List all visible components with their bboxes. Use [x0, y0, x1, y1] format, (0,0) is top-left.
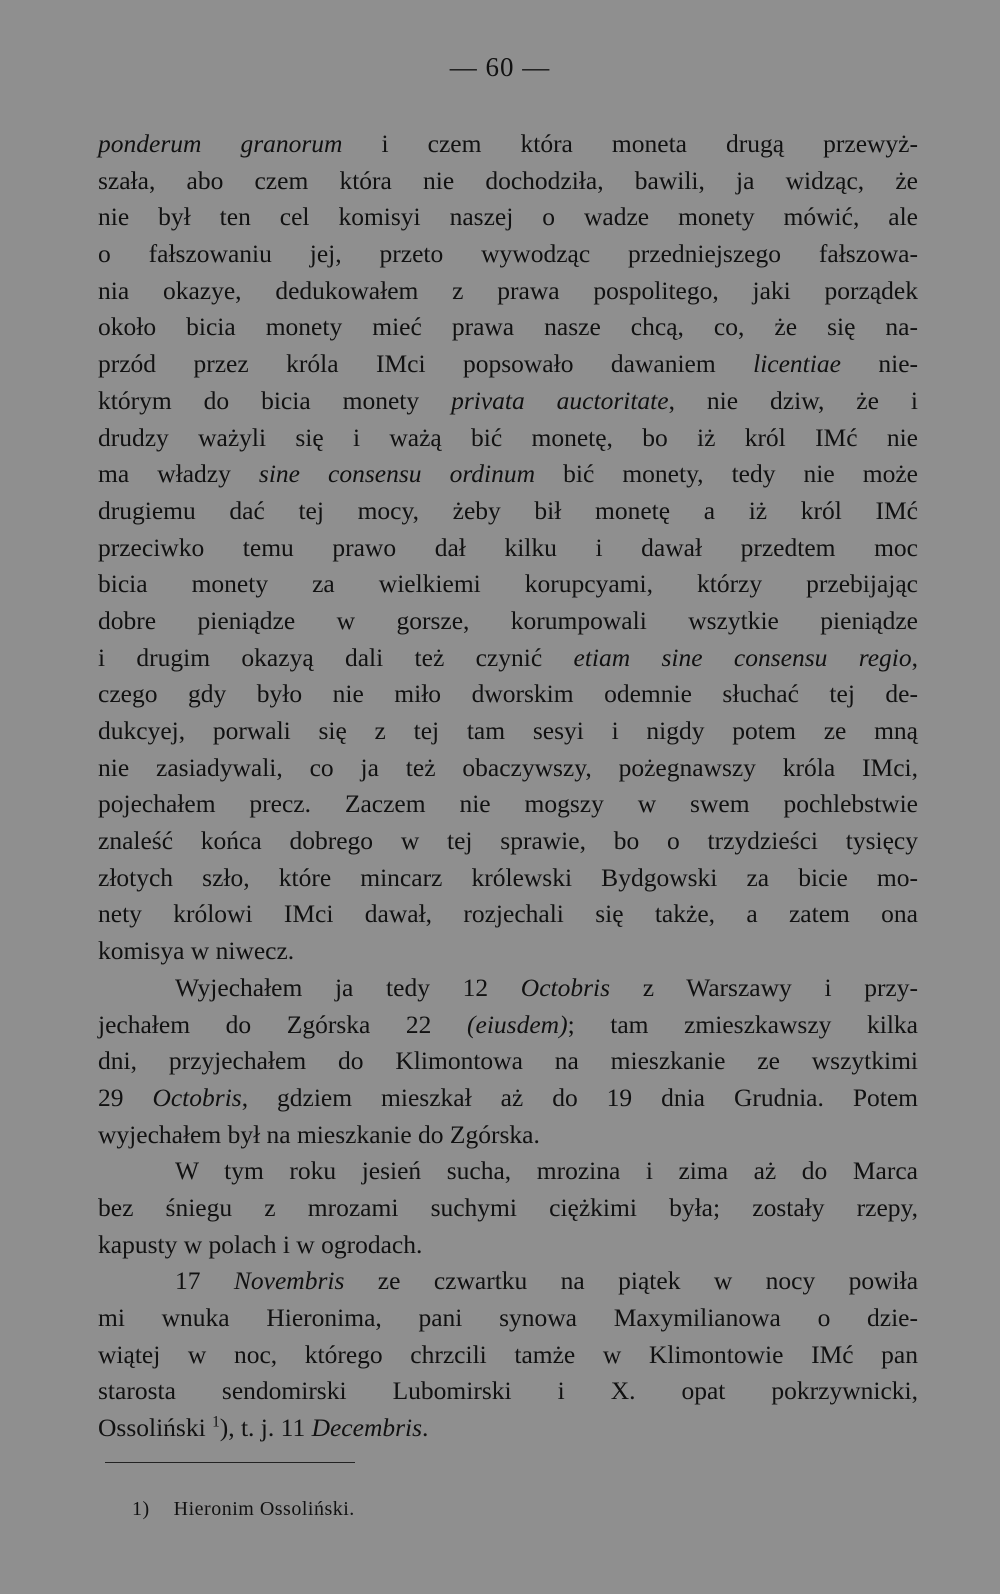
text-segment: starosta sendomirski Lubomirski i X. opat pokrzywnicki, — [98, 1376, 918, 1406]
text-line — [98, 1263, 918, 1300]
text-line — [98, 896, 918, 933]
text-line — [98, 970, 918, 1007]
text-segment: nety królowi IMci dawał, rozjechali się także, a zatem ona — [98, 899, 918, 929]
text-segment: i drugim okazyą dali też czynić — [98, 642, 574, 672]
text-segment: ma władzy — [98, 459, 259, 489]
footnote-rule — [105, 1462, 355, 1463]
text-segment: wyjechałem był na mieszkanie do Zgórska. — [98, 1119, 540, 1149]
text-segment: dobre pieniądze w gorsze, korumpowali wszytkie pieniądze — [98, 605, 918, 635]
text-segment: drugiemu dać tej mocy, żeby bił monetę a iż król IMć — [98, 495, 918, 525]
text-line — [98, 1227, 918, 1264]
text-line — [98, 493, 918, 530]
text-segment: komisya w niwecz. — [98, 936, 295, 966]
latin-phrase: sine consensu ordinum — [258, 459, 536, 489]
text-segment: dni, przyjechałem do Klimontowa na mieszkanie ze wszytkimi — [98, 1046, 918, 1076]
body-text — [98, 126, 918, 1447]
footnote-text: Hieronim Ossoliński. — [173, 1498, 355, 1520]
text-segment: jechałem do Zgórska 22 — [98, 1009, 468, 1039]
text-line — [98, 273, 918, 310]
text-segment: ; tam zmieszkawszy kilka — [567, 1009, 918, 1039]
text-line — [98, 1153, 918, 1190]
text-line — [98, 530, 918, 567]
text-line — [98, 309, 918, 346]
text-line — [98, 383, 918, 420]
latin-phrase: Novembris — [233, 1266, 345, 1296]
footnote-ref: 1 — [212, 1413, 220, 1431]
latin-phrase: Octobris — [152, 1082, 242, 1112]
text-line — [98, 456, 918, 493]
latin-phrase: licentiae — [753, 349, 841, 379]
footnote — [132, 1498, 355, 1521]
text-segment: pojechałem precz. Zaczem nie mogszy w swem pochlebstwie — [98, 789, 918, 819]
text-segment: drudzy ważyli się i ważą bić monetę, bo iż król IMć nie — [98, 422, 918, 452]
text-segment: ), t. j. 11 — [219, 1413, 312, 1443]
text-segment: nie- — [840, 349, 919, 379]
text-segment: , nie dziw, że i — [668, 385, 918, 415]
text-segment: przód przez króla IMci popsowało dawaniem — [98, 349, 754, 379]
text-segment: W tym roku jesień sucha, mrozina i zima aż do Marca — [175, 1156, 918, 1186]
text-segment: kapusty w polach i w ogrodach. — [98, 1229, 423, 1259]
text-line — [98, 933, 918, 970]
text-segment: nie był ten cel komisyi naszej o wadze monety mówić, ale — [98, 202, 918, 232]
text-line — [98, 750, 918, 787]
text-line — [98, 860, 918, 897]
text-line — [98, 420, 918, 457]
text-segment: czego gdy było nie miło dworskim odemnie słuchać tej de- — [98, 679, 918, 709]
text-segment: Wyjechałem ja tedy 12 — [175, 972, 521, 1002]
text-segment: około bicia monety mieć prawa nasze chcą, co, że się na- — [98, 312, 918, 342]
text-segment: bić monety, tedy nie może — [535, 459, 918, 489]
text-line — [98, 640, 918, 677]
latin-phrase: etiam sine consensu regio — [573, 642, 912, 672]
text-segment: z Warszawy i przy- — [610, 972, 918, 1002]
text-line — [98, 786, 918, 823]
text-segment: o fałszowaniu jej, przeto wywodząc przedniejszego fałszowa- — [98, 239, 918, 269]
text-line — [98, 603, 918, 640]
text-segment: nia okazye, dedukowałem z prawa pospolitego, jaki porządek — [98, 275, 918, 305]
text-line — [98, 676, 918, 713]
text-segment: przeciwko temu prawo dał kilku i dawał przedtem moc — [98, 532, 918, 562]
text-segment: ze czwartku na piątek w nocy powiła — [344, 1266, 919, 1296]
latin-phrase: ponderum granorum — [98, 129, 343, 158]
text-segment: nie zasiadywali, co ja też obaczywszy, pożegnawszy króla IMci, — [98, 752, 918, 782]
text-segment: i czem która moneta drugą przewyż- — [342, 129, 918, 158]
text-segment: znaleść końca dobrego w tej sprawie, bo o trzydzieści tysięcy — [98, 826, 918, 856]
text-line — [98, 566, 918, 603]
text-line — [98, 236, 918, 273]
text-line — [98, 1007, 918, 1044]
text-line — [98, 1373, 918, 1410]
text-line — [98, 163, 918, 200]
text-segment: 17 — [175, 1266, 234, 1296]
text-line — [98, 126, 918, 163]
text-line — [98, 199, 918, 236]
text-line — [98, 713, 918, 750]
text-segment: , — [911, 642, 918, 672]
text-segment: mi wnuka Hieronima, pani synowa Maxymilianowa o dzie- — [98, 1303, 918, 1332]
latin-phrase: privata auctoritate — [451, 385, 669, 415]
latin-phrase: Octobris — [520, 972, 611, 1002]
text-segment: szała, abo czem która nie dochodziła, bawili, ja widząc, że — [98, 165, 918, 195]
text-line — [98, 1080, 918, 1117]
text-segment: którym do bicia monety — [98, 385, 452, 415]
text-segment: 29 — [98, 1082, 153, 1112]
text-segment: Ossoliński — [98, 1413, 213, 1443]
text-segment: wiątej w noc, którego chrzcili tamże w Klimontowie IMć pan — [98, 1339, 918, 1369]
text-line — [98, 1337, 918, 1374]
text-segment: bicia monety za wielkiemi korupcyami, którzy przebijając — [98, 569, 918, 599]
text-segment: . — [422, 1413, 429, 1443]
text-segment: bez śniegu z mrozami suchymi ciężkimi była; zostały rzepy, — [98, 1192, 918, 1222]
latin-phrase: Decembris — [311, 1413, 423, 1443]
text-segment: złotych szło, które mincarz królewski Bydgowski za bicie mo- — [98, 862, 918, 892]
text-line — [98, 1190, 918, 1227]
text-line — [98, 1300, 918, 1337]
text-line — [98, 1117, 918, 1154]
latin-phrase: (eiusdem) — [467, 1009, 568, 1039]
text-segment: , gdziem mieszkał aż do 19 dnia Grudnia. Potem — [241, 1082, 918, 1112]
text-line — [98, 823, 918, 860]
text-segment: dukcyej, porwali się z tej tam sesyi i nigdy potem ze mną — [98, 716, 918, 745]
text-line — [98, 346, 918, 383]
text-line — [98, 1043, 918, 1080]
text-line — [98, 1410, 918, 1447]
page-number: — 60 — — [449, 52, 551, 82]
footnote-mark: 1) — [132, 1498, 150, 1520]
